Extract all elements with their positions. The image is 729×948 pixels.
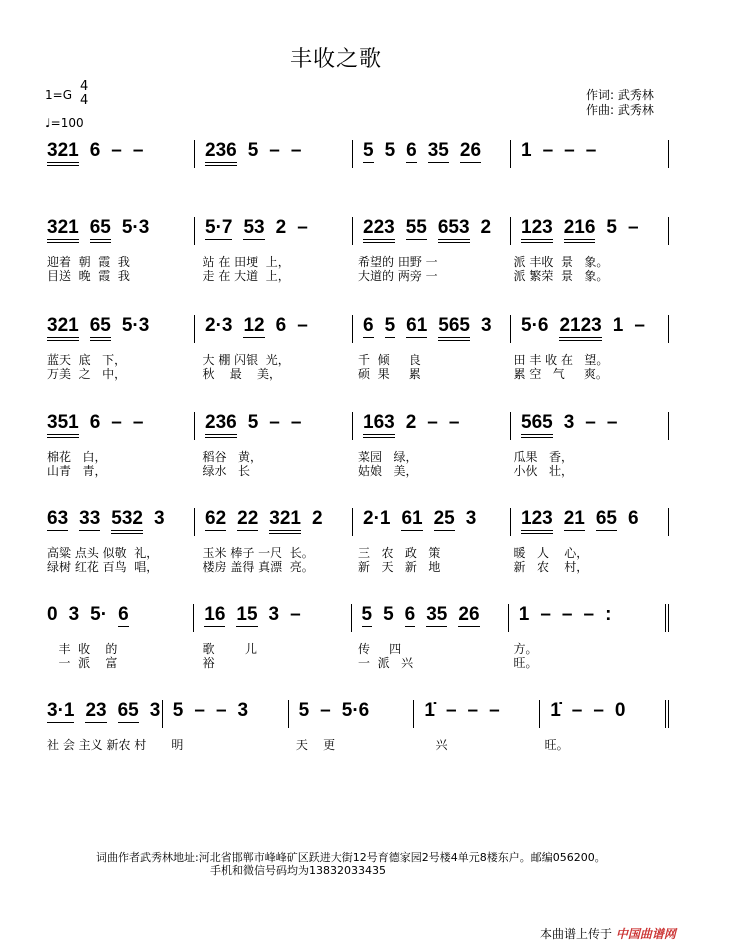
staff-system: [47, 604, 669, 670]
note: –: [571, 700, 583, 721]
lyricist: 作词: 武秀林: [586, 88, 654, 102]
lyric-line: [47, 450, 669, 464]
measure: [47, 604, 193, 632]
measure: [47, 217, 194, 245]
note: 62: [205, 508, 227, 529]
lyric-segment: 丰 收 的: [47, 642, 118, 656]
lyric-segment: 绿树 红花 百鸟 唱，: [47, 560, 159, 574]
lyric-segment: 秋 最 美，: [202, 367, 282, 381]
note: –: [194, 700, 205, 721]
lyric-line: [47, 255, 669, 269]
note: –: [427, 412, 438, 433]
lyric-line: [47, 642, 669, 656]
note: 26: [459, 140, 482, 161]
note: –: [540, 604, 551, 625]
composer: 作曲: 武秀林: [586, 103, 654, 117]
lyric-line: [47, 269, 669, 283]
lyric-segment: 旺。: [513, 656, 538, 670]
note: –: [215, 700, 227, 721]
note: 25: [433, 508, 455, 529]
note: 5·7: [205, 217, 233, 238]
note: 1̇: [424, 700, 435, 721]
note: 16: [204, 604, 226, 625]
measure: [508, 604, 669, 632]
note: –: [585, 140, 597, 161]
measure: [47, 700, 162, 728]
notes-row: [47, 508, 669, 536]
note: 321: [47, 315, 79, 341]
note: 3: [481, 315, 492, 336]
note: 216: [564, 217, 596, 243]
note: –: [297, 315, 308, 336]
lyric-line: [47, 738, 669, 752]
lyric-segment: 瓜果 香，: [513, 450, 573, 464]
measure: [47, 412, 194, 440]
note: 6: [406, 140, 417, 161]
lyric-line: [47, 367, 669, 381]
note: –: [634, 315, 645, 336]
note: 223: [363, 217, 395, 243]
lyric-segment: 明: [171, 738, 184, 752]
note: 5·6: [341, 700, 370, 721]
lyric-line: [47, 546, 669, 560]
notes-row: [47, 700, 669, 728]
note: –: [132, 140, 144, 161]
lyric-segment: 高粱 点头 似敬 礼，: [47, 546, 159, 560]
note: 1: [518, 604, 530, 625]
note: 6: [627, 508, 639, 529]
note: 163: [363, 412, 395, 438]
lyric-segment: 派 繁荣 景 象。: [513, 269, 609, 283]
lyric-segment: 兴: [420, 738, 448, 752]
note: 351: [47, 412, 79, 438]
measure: [47, 508, 194, 536]
lyric-segment: 硕 果 累: [358, 367, 421, 381]
note: 236: [205, 140, 237, 166]
note: –: [561, 604, 573, 625]
lyric-line: [47, 560, 669, 574]
note: 565: [521, 412, 553, 438]
note: 15: [236, 604, 258, 625]
note: 5: [247, 140, 259, 161]
lyric-segment: 天 更: [295, 738, 336, 752]
note: 5: [384, 140, 396, 161]
lyric-segment: 大 棚 闪银 光，: [202, 353, 290, 367]
measure: [194, 412, 352, 440]
note: 6: [363, 315, 374, 336]
tempo-mark: ♩=100: [45, 116, 84, 130]
note: 2: [311, 508, 323, 529]
note: 1: [521, 140, 532, 161]
note: 22: [237, 508, 259, 529]
note: 3: [68, 604, 80, 625]
note: 5: [361, 604, 373, 625]
note: 23: [85, 700, 107, 721]
lyric-segment: 新 农 村，: [513, 560, 589, 574]
note: –: [606, 412, 618, 433]
note: 321: [47, 217, 79, 243]
note: 5: [383, 604, 394, 625]
note: 3: [465, 508, 477, 529]
lyric-segment: 希望的 田野 一: [358, 255, 438, 269]
note: –: [132, 412, 144, 433]
measure: [510, 140, 669, 168]
staff-system: [47, 315, 669, 381]
note: 5: [172, 700, 184, 721]
note: 12: [243, 315, 265, 336]
note: 0: [614, 700, 626, 721]
note: 65: [90, 217, 111, 243]
note: –: [542, 140, 554, 161]
note: 2·1: [363, 508, 391, 529]
lyric-line: [47, 353, 669, 367]
note: 6: [275, 315, 287, 336]
key-signature: 1=G: [45, 88, 72, 102]
note: –: [320, 700, 331, 721]
note: 532: [111, 508, 143, 534]
lyric-segment: 社 会 主义 新农 村: [47, 738, 147, 752]
site-logo[interactable]: 中国曲谱网: [615, 927, 676, 941]
lyric-segment: 三 农 政 策: [358, 546, 441, 560]
lyric-segment: 一 派 富: [47, 656, 118, 670]
staff-system: [47, 700, 669, 752]
note: 65: [595, 508, 617, 529]
note: 3: [563, 412, 575, 433]
lyric-segment: 稻谷 黄，: [202, 450, 262, 464]
note: –: [448, 412, 460, 433]
measure: [47, 315, 194, 343]
note: 21: [563, 508, 585, 529]
note: 53: [243, 217, 265, 238]
note: –: [593, 700, 604, 721]
note: 2: [480, 217, 492, 238]
note: –: [269, 140, 280, 161]
measure: [194, 315, 352, 343]
note: 123: [521, 508, 553, 534]
time-sig-bottom: 4: [80, 93, 89, 108]
measure: [539, 700, 669, 728]
measure: [288, 700, 414, 728]
note: 565: [438, 315, 470, 341]
note: –: [111, 140, 122, 161]
note: 1̇: [550, 700, 561, 721]
lyric-segment: 田 丰 收 在 望。: [513, 353, 609, 367]
upload-label: 本曲谱上传于: [540, 927, 613, 941]
staff-system: [47, 412, 669, 478]
measure: [194, 140, 352, 168]
lyric-segment: 大道的 两旁 一: [358, 269, 438, 283]
note: 61: [406, 315, 428, 336]
notes-row: [47, 604, 669, 632]
measure: [47, 140, 194, 168]
measure: [352, 508, 510, 536]
lyric-segment: 站 在 田埂 上，: [202, 255, 290, 269]
note: 2: [405, 412, 417, 433]
note: :: [605, 604, 612, 625]
time-sig-top: 4: [80, 79, 89, 94]
note: 26: [458, 604, 480, 625]
measure: [510, 315, 669, 343]
note: 321: [269, 508, 301, 534]
lyric-segment: 绿水 长: [202, 464, 250, 478]
note: 236: [205, 412, 237, 438]
note: 6: [404, 604, 416, 625]
lyric-segment: 目送 晚 霞 我: [47, 269, 130, 283]
note: 0: [47, 604, 58, 625]
lyric-segment: 传 四: [358, 642, 402, 656]
note: 3: [149, 700, 161, 721]
measure: [352, 315, 510, 343]
lyric-segment: 派 丰收 景 象。: [513, 255, 609, 269]
phone-line: 手机和微信号码均为13832033435: [210, 864, 386, 877]
note: 321: [47, 140, 79, 166]
measure: [413, 700, 539, 728]
note: 2123: [559, 315, 601, 341]
note: 3: [268, 604, 280, 625]
note: 35: [426, 604, 448, 625]
measure: [352, 217, 510, 245]
note: 6: [89, 140, 101, 161]
note: –: [297, 217, 308, 238]
note: 35: [427, 140, 449, 161]
note: 65: [90, 315, 111, 341]
note: –: [564, 140, 575, 161]
lyric-segment: 迎着 朝 霞 我: [47, 255, 130, 269]
lyric-segment: 旺。: [544, 738, 569, 752]
note: –: [290, 140, 302, 161]
note: 6: [118, 604, 129, 625]
notes-row: [47, 140, 669, 168]
note: 2: [275, 217, 287, 238]
note: –: [627, 217, 639, 238]
note: –: [583, 604, 595, 625]
lyric-segment: 歌 儿: [202, 642, 258, 656]
note: 55: [405, 217, 427, 238]
lyric-segment: 蓝天 底 下，: [47, 353, 127, 367]
note: –: [111, 412, 122, 433]
measure: [510, 412, 669, 440]
measure: [510, 508, 669, 536]
note: 63: [47, 508, 69, 529]
song-title: 丰收之歌: [290, 47, 383, 72]
notes-row: [47, 412, 669, 440]
staff-system: [47, 140, 669, 178]
note: –: [489, 700, 500, 721]
credits: [586, 88, 654, 118]
note: 5: [363, 140, 374, 161]
note: –: [585, 412, 596, 433]
note: –: [467, 700, 479, 721]
lyric-segment: 裕: [202, 656, 215, 670]
measure: [162, 700, 288, 728]
staff-system: [47, 217, 669, 283]
lyric-segment: 姑娘 美，: [358, 464, 418, 478]
note: 1: [612, 315, 624, 336]
lyric-segment: 一 派 兴: [358, 656, 414, 670]
time-signature: [80, 80, 88, 108]
lyric-segment: 小伙 壮，: [513, 464, 573, 478]
note: 61: [401, 508, 423, 529]
address-line: 词曲作者武秀林地址:河北省邯郸市峰峰矿区跃进大街12号育德家园2号楼4单元8楼东户。邮编056200。: [96, 851, 606, 864]
note: 3: [237, 700, 249, 721]
note: 5·6: [521, 315, 549, 336]
lyric-segment: 山青 青，: [47, 464, 107, 478]
lyric-segment: 走 在 大道 上，: [202, 269, 290, 283]
note: 33: [79, 508, 101, 529]
note: 5·3: [121, 315, 150, 336]
note: –: [269, 412, 280, 433]
lyric-line: [47, 656, 669, 670]
note: 3·1: [47, 700, 75, 721]
note: 5·3: [121, 217, 150, 238]
staff-system: [47, 508, 669, 574]
lyric-segment: 千 倾 良: [358, 353, 421, 367]
lyric-line: [47, 464, 669, 478]
note: 6: [89, 412, 101, 433]
notes-row: [47, 217, 669, 245]
note: 5: [247, 412, 259, 433]
note: 65: [117, 700, 139, 721]
lyric-segment: 累 空 气 爽。: [513, 367, 608, 381]
measure: [193, 604, 350, 632]
author-address: [96, 851, 606, 877]
note: –: [290, 604, 301, 625]
measure: [510, 217, 669, 245]
measure: [194, 217, 352, 245]
note: 5: [384, 315, 396, 336]
note: 653: [438, 217, 470, 243]
note: 123: [521, 217, 553, 243]
note: 5: [298, 700, 310, 721]
lyric-segment: 菜园 绿，: [358, 450, 418, 464]
lyric-segment: 方。: [513, 642, 538, 656]
lyric-segment: 新 天 新 地: [358, 560, 441, 574]
lyric-segment: 棉花 白，: [47, 450, 107, 464]
lyric-segment: 玉米 棒子 一尺 长。: [202, 546, 314, 560]
note: 5·: [90, 604, 108, 625]
upload-credit: [540, 925, 676, 942]
measure: [351, 604, 508, 632]
note: –: [290, 412, 302, 433]
lyric-segment: 万美 之 中，: [47, 367, 127, 381]
note: –: [445, 700, 457, 721]
note: 5: [606, 217, 617, 238]
measure: [194, 508, 352, 536]
note: 3: [153, 508, 165, 529]
lyric-segment: 暖 人 心，: [513, 546, 589, 560]
measure: [352, 140, 510, 168]
lyric-segment: 楼房 盖得 真漂 亮。: [202, 560, 314, 574]
notes-row: [47, 315, 669, 343]
measure: [352, 412, 510, 440]
note: 2·3: [205, 315, 233, 336]
